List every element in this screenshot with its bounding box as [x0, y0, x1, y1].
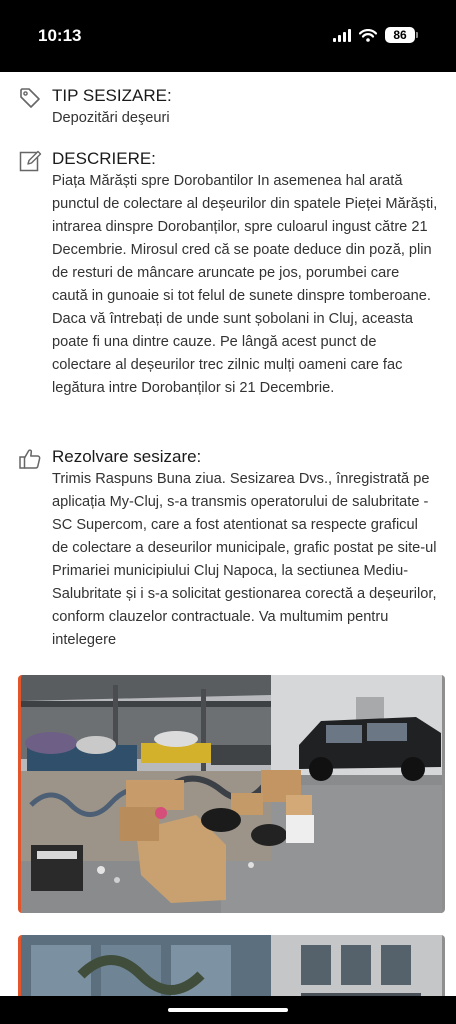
thumbs-up-icon [18, 447, 42, 471]
battery-cap [416, 32, 418, 38]
tip-sesizare-section [18, 86, 438, 132]
signal-icon [333, 29, 351, 42]
rezolvare-section [18, 447, 438, 657]
battery-level: 86 [385, 27, 415, 43]
tag-icon [18, 86, 42, 110]
tip-sesizare-value: Depozitări deşeuri [52, 110, 170, 126]
descriere-text: Piața Mărăști spre Dorobantilor In asemenea hal arată punctul de colectare al deșeurilor din spatele Pieței Mărăști, intrarea dinspre Dorobanților, spre culoarul ingust către 21 Decembrie. Mirosul cred că se poate deduce din poză, plin de resturi de mâncare aruncate pe jos, porumbei care caută in gunoaie si tot felul de sunete dinspre tomberoane. Daca vă întrebați de unde sunt șobolani in Cluj, aceasta poate fi una dintre cauze. Pe lângă acest punct de colectare al deșeurilor trec zilnic mulți oameni care fac legătura intre Dorobanților si 21 Decembrie. [52, 173, 438, 396]
descriere-section [18, 149, 438, 419]
status-time: 10:13 [38, 26, 82, 45]
photo-waste-collection-point [21, 675, 442, 913]
report-detail[interactable] [0, 72, 456, 1024]
home-indicator[interactable] [168, 1008, 288, 1012]
battery-indicator [385, 27, 418, 43]
edit-icon [18, 149, 42, 173]
status-icons [333, 27, 418, 43]
descriere-title: DESCRIERE: [52, 149, 156, 168]
rezolvare-title: Rezolvare sesizare: [52, 447, 202, 466]
wifi-icon [359, 29, 377, 42]
status-bar [0, 0, 456, 72]
rezolvare-text: Trimis Raspuns Buna ziua. Sesizarea Dvs., înregistrată pe aplicația My-Cluj, s-a transmis operatorului de salubritate - SC Supercom, care a fost atentionat sa respecte graficul de colectare a deseurilor municipale, grafic postat pe site-ul Primariei municipiului Cluj Napoca, la sectiunea Mediu-Salubritate și i s-a solicitat gestionarea corectă a deșeurilor, conform clauzelor contractuale. Va multumim pentru intelegere [52, 471, 437, 648]
report-photo[interactable] [18, 675, 445, 913]
tip-sesizare-title: TIP SESIZARE: [52, 86, 172, 105]
home-indicator-area [0, 996, 456, 1024]
